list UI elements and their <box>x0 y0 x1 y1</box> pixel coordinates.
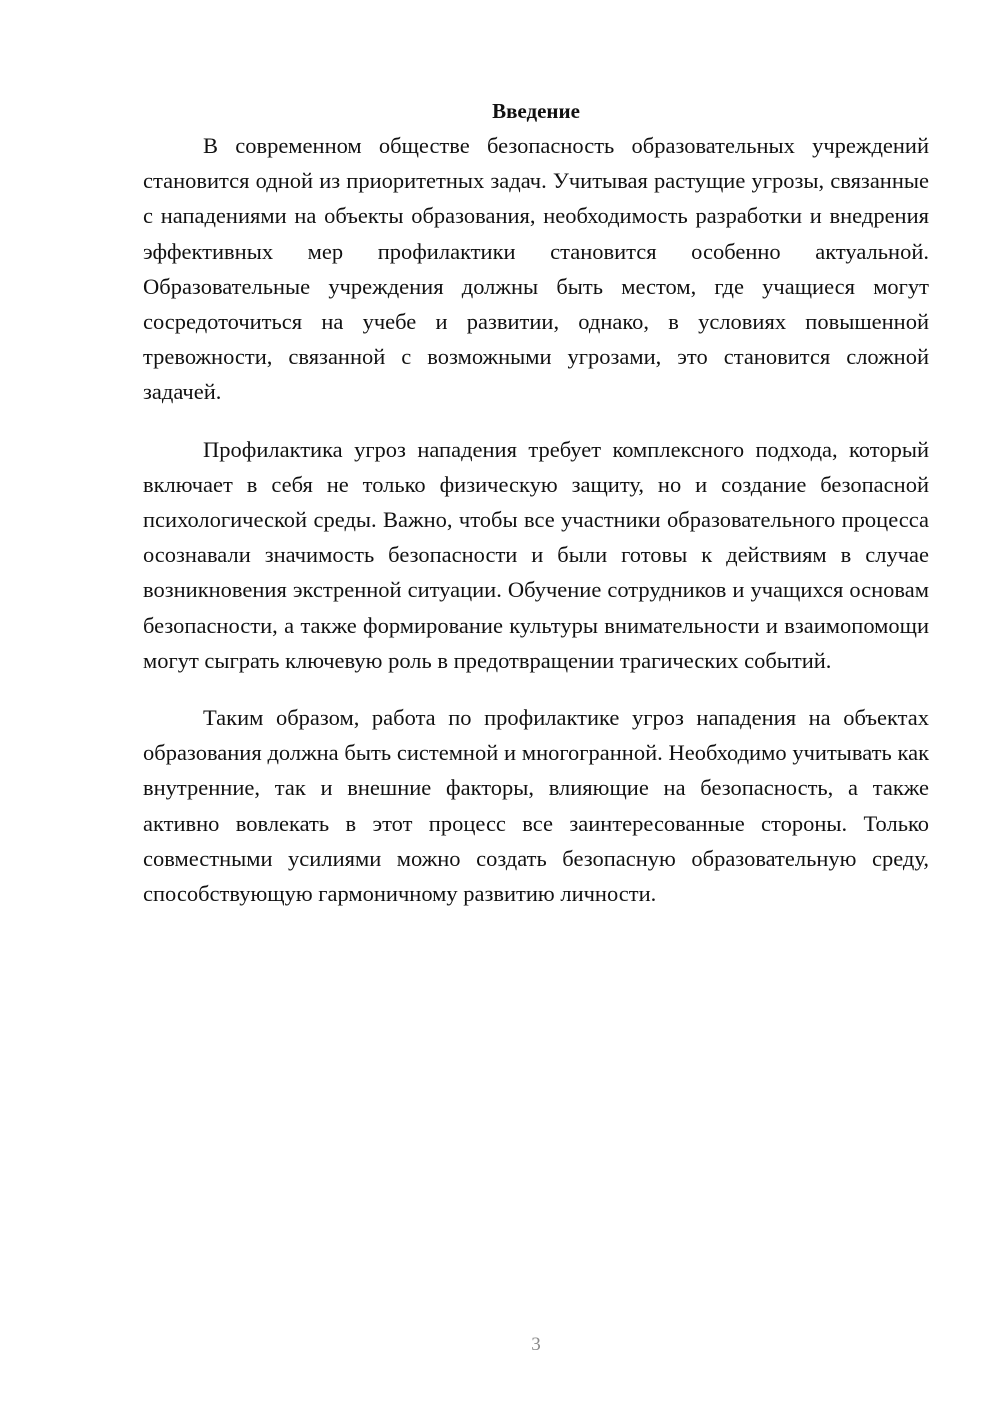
page-number: 3 <box>531 1334 541 1355</box>
paragraph-2: Профилактика угроз нападения требует комплексного подхода, который включает в себя не только физическую защиту, но и создание безопасной психологической среды. Важно, чтобы все участники образовательного процесса осознавали значимость безопасности и были готовы к действиям в случае возникновения экстренной ситуации. Обучение сотрудников и учащихся основам безопасности, а также формирование культуры внимательности и взаимопомощи могут сыграть ключевую роль в предотвращении трагических событий. <box>143 436 929 673</box>
page-content <box>143 96 929 911</box>
section-title: Введение <box>492 99 580 123</box>
paragraph-1: В современном обществе безопасность образовательных учреждений становится одной из приоритетных задач. Учитывая растущие угрозы, связанные с нападениями на объекты образования, необходимость разработки и внедрения эффективных мер профилактики становится особенно актуальной. Образовательные учреждения должны быть местом, где учащиеся могут сосредоточиться на учебе и развитии, однако, в условиях повышенной тревожности, связанной с возможными угрозами, это становится сложной задачей. <box>143 133 929 405</box>
paragraph-3: Таким образом, работа по профилактике угроз нападения на объектах образования должна быть системной и многогранной. Необходимо учитывать как внутренние, так и внешние факторы, влияющие на безопасность, а также активно вовлекать в этот процесс все заинтересованные стороны. Только совместными усилиями можно создать безопасную образовательную среду, способствующую гармоничному развитию личности. <box>143 705 929 907</box>
